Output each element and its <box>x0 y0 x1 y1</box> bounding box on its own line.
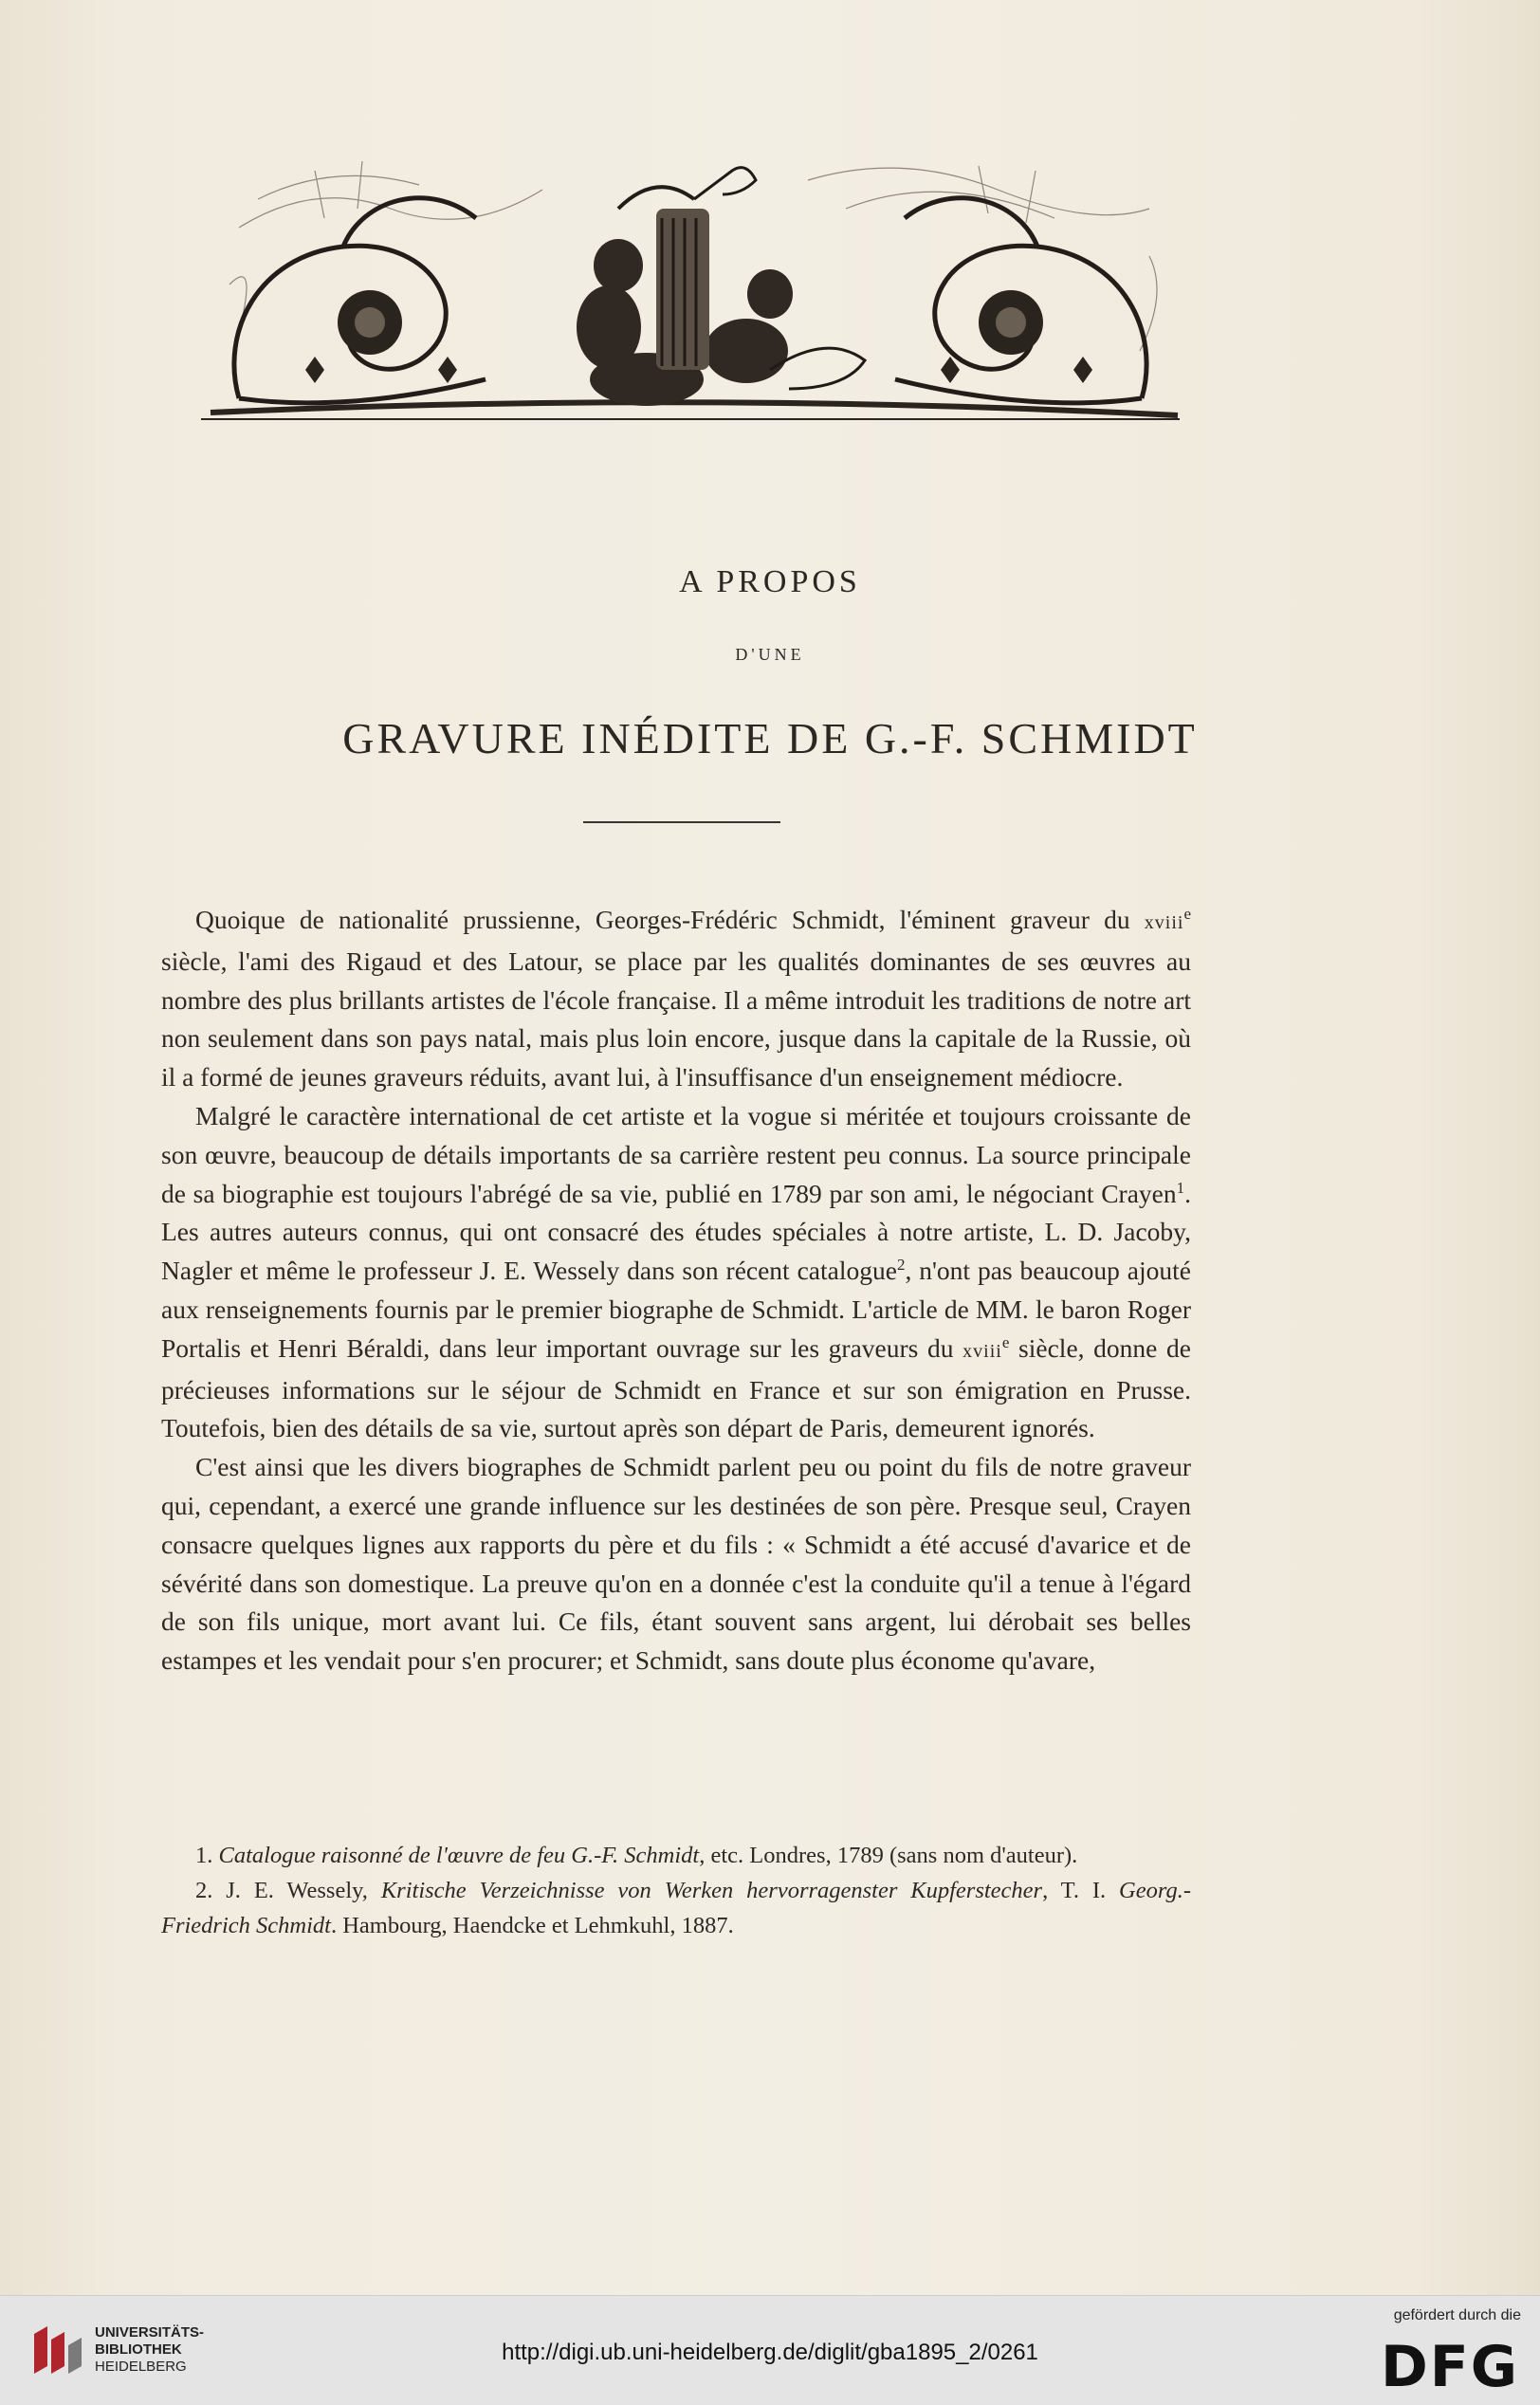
footnote-2-author: J. E. Wessely, <box>226 1878 381 1903</box>
viewer-footer <box>0 2295 1540 2405</box>
footnote-2-subtitle: Georg.-Friedrich Schmidt <box>161 1878 1191 1938</box>
footnote-1-title: Catalogue raisonné de l'œuvre de feu G.-F. Schmidt <box>218 1843 700 1868</box>
library-name-line-3: HEIDELBERG <box>95 2359 187 2375</box>
footnote-1-rest: , etc. Londres, 1789 (sans nom d'auteur). <box>699 1843 1078 1868</box>
ordinal-suffix: e <box>1183 904 1191 923</box>
footnote-1-number: 1. <box>195 1843 219 1868</box>
paragraph-2-text-a: Malgré le caractère international de cet artiste et la vogue si méritée et toujours croissante de son œuvre, beaucoup de détails importants de sa carrière restent peu connus. La source principale de sa biographie est toujours l'abrégé de sa vie, publié en 1789 par son ami, le négociant Crayen <box>161 1100 1191 1208</box>
funding-label: gefördert durch die <box>1393 2307 1521 2323</box>
library-name-line-1: UNIVERSITÄTS- <box>95 2324 205 2341</box>
library-name-line-2: BIBLIOTHEK <box>95 2341 182 2358</box>
footnote-1 <box>161 1838 1191 1873</box>
footnote-2-volume: , T. I. <box>1042 1878 1120 1903</box>
footnotes <box>161 1838 1191 1943</box>
century-numeral: xviii <box>962 1340 1002 1362</box>
footnote-2 <box>161 1873 1191 1943</box>
paragraph-2-text-c: , n'ont pas beaucoup ajouté aux renseignements fournis par le premier biographe de Schmidt. L'article de MM. le baron Roger Portalis et Henri Béraldi, dans leur important ouvrage sur les graveurs du <box>161 1256 1191 1363</box>
paragraph-1-text-a: Quoique de nationalité prussienne, Georges-Frédéric Schmidt, l'éminent graveur du <box>195 905 1145 934</box>
title-line-1: A PROPOS <box>679 564 861 599</box>
paragraph-1-text-b: siècle, l'ami des Rigaud et des Latour, se place par les qualités dominantes de ses œuvres au nombre des plus brillants artistes de l'école française. Il a même introduit les traditions de notre art non seulement dans son pays natal, mais plus loin encore, jusque dans la capitale de la Russie, où il a formé de jeunes graveurs réduits, avant lui, à l'insuffisance d'un enseignement médiocre. <box>161 945 1191 1092</box>
paragraph-3-text: C'est ainsi que les divers biographes de Schmidt parlent peu ou point du fils de notre graveur qui, cependant, a exercé une grande influence sur les destinées de son père. Presque seul, Crayen consacre quelques lignes aux rapports du père et du fils : « Schmidt a été accusé d'avarice et de sévérité dans son domestique. La preuve qu'on en a donnée c'est la conduite qu'il a tenue à l'égard de son fils unique, mort avant lui. Ce fils, étant souvent sans argent, lui dérobait ses belles estampes et les vendait pour s'en procurer; et Schmidt, sans doute plus économe qu'avare, <box>161 1452 1191 1676</box>
title-line-2: D'UNE <box>735 645 805 664</box>
century-numeral: xviii <box>1144 912 1184 933</box>
paragraph-2-text-d: siècle, donne de précieuses informations sur le séjour de Schmidt en France et sur son émigration en Prusse. Toutefois, bien des détails de sa vie, surtout après son départ de Paris, demeurent ignorés. <box>161 1332 1191 1443</box>
article-body <box>161 901 1191 1680</box>
footnote-2-number: 2. <box>195 1878 227 1903</box>
paragraph-3 <box>161 1448 1191 1680</box>
paragraph-2 <box>161 1097 1191 1448</box>
footnote-ref-2[interactable]: 2 <box>896 1256 906 1275</box>
ordinal-suffix: e <box>1001 1332 1010 1351</box>
footnote-ref-1[interactable]: 1 <box>1176 1178 1185 1197</box>
permalink-url[interactable]: http://digi.ub.uni-heidelberg.de/diglit/gba1895_2/0261 <box>502 2340 1038 2365</box>
ornamental-vignette-image <box>201 142 1180 427</box>
paragraph-1 <box>161 901 1191 1097</box>
paragraph-2-text-b: . Les autres auteurs connus, qui ont consacré des études spéciales à notre artiste, L. D. Jacoby, Nagler et même le professeur J. E. Wessely dans son récent catalogue <box>161 1178 1191 1286</box>
article-title: GRAVURE INÉDITE DE G.-F. SCHMIDT <box>342 714 1198 762</box>
dfg-logo[interactable]: DFG <box>1380 2334 1519 2400</box>
title-divider <box>583 821 780 823</box>
footnote-2-rest: . Hambourg, Haendcke et Lehmkuhl, 1887. <box>330 1913 734 1938</box>
footnote-2-title: Kritische Verzeichnisse von Werken hervorragenster Kupferstecher <box>380 1878 1043 1903</box>
